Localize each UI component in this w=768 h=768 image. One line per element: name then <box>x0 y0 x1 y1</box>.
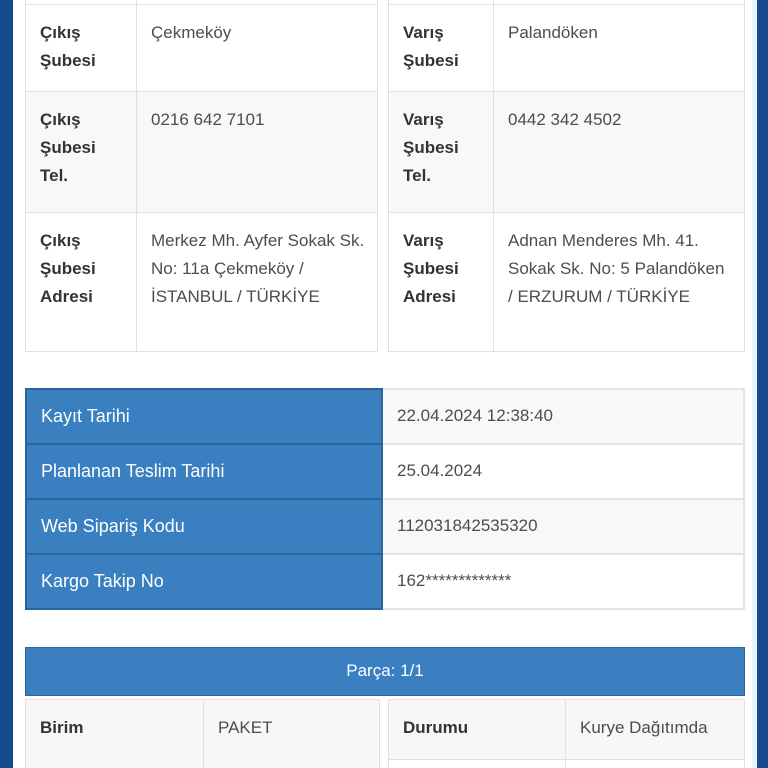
table-row <box>26 444 744 499</box>
destination-branch-label: Varış Şubesi <box>389 4 494 91</box>
origin-branch-table <box>25 0 378 352</box>
destination-branch-address-value: Adnan Menderes Mh. 41. Sokak Sk. No: 5 Palandöken / ERZURUM / TÜRKİYE <box>494 212 745 351</box>
parcel-status-table <box>388 699 745 768</box>
destination-branch-table <box>388 0 745 352</box>
parcel-body <box>25 699 745 768</box>
page-content <box>25 0 745 768</box>
table-row <box>26 212 378 351</box>
registration-date-value: 22.04.2024 12:38:40 <box>382 389 744 444</box>
parcel-count-header: Parça: 1/1 <box>25 647 745 696</box>
table-row <box>26 499 744 554</box>
branch-info-section <box>25 0 745 352</box>
status-value: Kurye Dağıtımda <box>566 699 745 759</box>
parcel-unit-table <box>25 699 380 768</box>
table-row <box>389 212 745 351</box>
status-label: Durumu <box>389 699 566 759</box>
table-row <box>26 4 378 91</box>
unit-value: PAKET <box>204 699 380 768</box>
table-row <box>26 699 380 768</box>
origin-branch-address-label: Çıkış Şubesi Adresi <box>26 212 137 351</box>
origin-branch-label: Çıkış Şubesi <box>26 4 137 91</box>
cutoff-row <box>389 759 745 768</box>
table-row <box>26 389 744 444</box>
registration-date-label: Kayıt Tarihi <box>26 389 382 444</box>
cutoff-cell <box>566 759 745 768</box>
tracking-number-label: Kargo Takip No <box>26 554 382 609</box>
origin-branch-address-value: Merkez Mh. Ayfer Sokak Sk. No: 11a Çekmeköy / İSTANBUL / TÜRKİYE <box>137 212 378 351</box>
web-order-code-label: Web Sipariş Kodu <box>26 499 382 554</box>
parcel-section <box>25 647 745 768</box>
origin-branch-phone-value: 0216 642 7101 <box>137 91 378 212</box>
shipment-summary-table <box>25 388 745 610</box>
destination-branch-phone-value: 0442 342 4502 <box>494 91 745 212</box>
table-row <box>26 554 744 609</box>
destination-branch-address-label: Varış Şubesi Adresi <box>389 212 494 351</box>
destination-branch-phone-label: Varış Şubesi Tel. <box>389 91 494 212</box>
unit-label: Birim <box>26 699 204 768</box>
page-left-border <box>0 0 13 768</box>
table-row <box>389 4 745 91</box>
table-row <box>26 91 378 212</box>
origin-branch-phone-label: Çıkış Şubesi Tel. <box>26 91 137 212</box>
planned-delivery-value: 25.04.2024 <box>382 444 744 499</box>
page-right-border <box>757 0 768 768</box>
table-row <box>389 91 745 212</box>
table-row <box>389 699 745 759</box>
tracking-number-value: 162************* <box>382 554 744 609</box>
web-order-code-value: 112031842535320 <box>382 499 744 554</box>
destination-branch-value: Palandöken <box>494 4 745 91</box>
planned-delivery-label: Planlanan Teslim Tarihi <box>26 444 382 499</box>
origin-branch-value: Çekmeköy <box>137 4 378 91</box>
cutoff-cell <box>389 759 566 768</box>
